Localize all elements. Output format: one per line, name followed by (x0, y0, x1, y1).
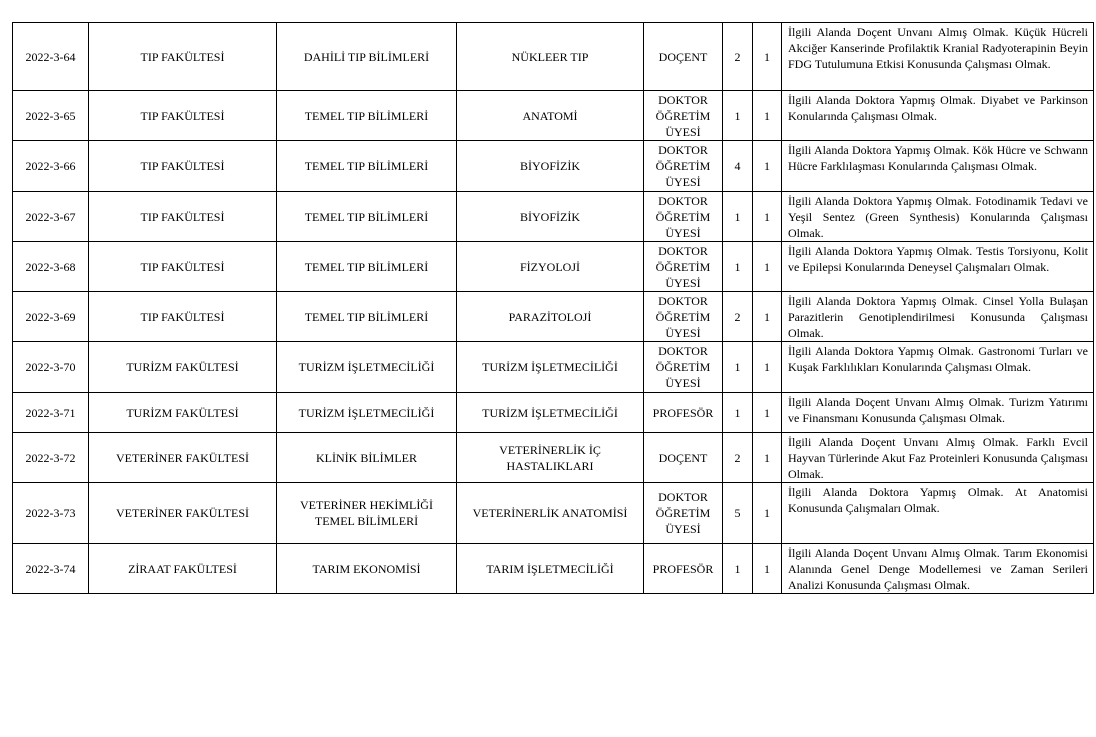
faculty-cell: VETERİNER FAKÜLTESİ (89, 483, 277, 544)
table-row (13, 242, 1094, 292)
academic-title-cell: DOKTOR ÖĞRETİM ÜYESİ (644, 483, 723, 544)
requirement-cell: İlgili Alanda Doçent Unvanı Almış Olmak. Turizm Yatırımı ve Finansmanı Konusunda Çalışması Olmak. (782, 393, 1094, 433)
division-cell: VETERİNERLİK ANATOMİSİ (457, 483, 644, 544)
position-count-cell: 2 (723, 292, 753, 342)
requirement-cell: İlgili Alanda Doçent Unvanı Almış Olmak. Farklı Evcil Hayvan Türlerinde Akut Faz Proteinleri Konusunda Çalışması Olmak. (782, 433, 1094, 483)
position-code-cell: 2022-3-64 (13, 23, 89, 91)
table-body (13, 23, 1094, 594)
position-code-cell: 2022-3-68 (13, 242, 89, 292)
grade-cell: 1 (753, 483, 782, 544)
position-count-cell: 1 (723, 544, 753, 594)
grade-cell: 1 (753, 23, 782, 91)
position-code-cell: 2022-3-69 (13, 292, 89, 342)
faculty-cell: TURİZM FAKÜLTESİ (89, 342, 277, 393)
academic-title-cell: DOKTOR ÖĞRETİM ÜYESİ (644, 141, 723, 192)
table-row (13, 192, 1094, 242)
requirement-cell: İlgili Alanda Doktora Yapmış Olmak. Cinsel Yolla Bulaşan Parazitlerin Genotiplendirilmesi Konusunda Çalışması Olmak. (782, 292, 1094, 342)
division-cell: TURİZM İŞLETMECİLİĞİ (457, 342, 644, 393)
table-row (13, 23, 1094, 91)
academic-title-cell: DOKTOR ÖĞRETİM ÜYESİ (644, 342, 723, 393)
division-cell: ANATOMİ (457, 91, 644, 141)
table-row (13, 292, 1094, 342)
division-cell: BİYOFİZİK (457, 141, 644, 192)
department-cell: TEMEL TIP BİLİMLERİ (277, 292, 457, 342)
table-row (13, 141, 1094, 192)
requirement-cell: İlgili Alanda Doktora Yapmış Olmak. Diyabet ve Parkinson Konularında Çalışması Olmak. (782, 91, 1094, 141)
division-cell: BİYOFİZİK (457, 192, 644, 242)
position-code-cell: 2022-3-71 (13, 393, 89, 433)
faculty-cell: ZİRAAT FAKÜLTESİ (89, 544, 277, 594)
department-cell: VETERİNER HEKİMLİĞİ TEMEL BİLİMLERİ (277, 483, 457, 544)
academic-title-cell: DOÇENT (644, 23, 723, 91)
department-cell: TEMEL TIP BİLİMLERİ (277, 192, 457, 242)
department-cell: TEMEL TIP BİLİMLERİ (277, 91, 457, 141)
department-cell: TEMEL TIP BİLİMLERİ (277, 141, 457, 192)
division-cell: PARAZİTOLOJİ (457, 292, 644, 342)
table-row (13, 544, 1094, 594)
position-count-cell: 2 (723, 23, 753, 91)
grade-cell: 1 (753, 393, 782, 433)
faculty-cell: TIP FAKÜLTESİ (89, 141, 277, 192)
requirement-cell: İlgili Alanda Doktora Yapmış Olmak. Testis Torsiyonu, Kolit ve Epilepsi Konularında Deneysel Çalışmaları Olmak. (782, 242, 1094, 292)
grade-cell: 1 (753, 544, 782, 594)
faculty-cell: TIP FAKÜLTESİ (89, 292, 277, 342)
requirement-cell: İlgili Alanda Doktora Yapmış Olmak. Kök Hücre ve Schwann Hücre Farklılaşması Konularında Çalışması Olmak. (782, 141, 1094, 192)
department-cell: TURİZM İŞLETMECİLİĞİ (277, 393, 457, 433)
academic-title-cell: DOÇENT (644, 433, 723, 483)
table-row (13, 393, 1094, 433)
requirement-cell: İlgili Alanda Doçent Unvanı Almış Olmak. Küçük Hücreli Akciğer Kanserinde Profilaktik Kranial Radyoterapinin Beyin FDG Tutulumuna Etkisi Konusunda Çalışması Olmak. (782, 23, 1094, 91)
table-row (13, 342, 1094, 393)
requirement-cell: İlgili Alanda Doçent Unvanı Almış Olmak. Tarım Ekonomisi Alanında Genel Denge Modellemesi ve Zaman Serileri Analizi Konusunda Çalışması Olmak. (782, 544, 1094, 594)
requirement-cell: İlgili Alanda Doktora Yapmış Olmak. Gastronomi Turları ve Kuşak Farklılıkları Konularında Çalışması Olmak. (782, 342, 1094, 393)
academic-title-cell: DOKTOR ÖĞRETİM ÜYESİ (644, 91, 723, 141)
division-cell: FİZYOLOJİ (457, 242, 644, 292)
academic-title-cell: PROFESÖR (644, 393, 723, 433)
faculty-cell: TIP FAKÜLTESİ (89, 91, 277, 141)
position-code-cell: 2022-3-73 (13, 483, 89, 544)
division-cell: VETERİNERLİK İÇ HASTALIKLARI (457, 433, 644, 483)
grade-cell: 1 (753, 192, 782, 242)
position-code-cell: 2022-3-67 (13, 192, 89, 242)
grade-cell: 1 (753, 342, 782, 393)
department-cell: TURİZM İŞLETMECİLİĞİ (277, 342, 457, 393)
position-count-cell: 4 (723, 141, 753, 192)
faculty-cell: TURİZM FAKÜLTESİ (89, 393, 277, 433)
position-count-cell: 5 (723, 483, 753, 544)
positions-table (12, 22, 1094, 594)
academic-title-cell: DOKTOR ÖĞRETİM ÜYESİ (644, 242, 723, 292)
position-code-cell: 2022-3-70 (13, 342, 89, 393)
position-code-cell: 2022-3-72 (13, 433, 89, 483)
position-count-cell: 1 (723, 393, 753, 433)
department-cell: TARIM EKONOMİSİ (277, 544, 457, 594)
grade-cell: 1 (753, 433, 782, 483)
requirement-cell: İlgili Alanda Doktora Yapmış Olmak. Fotodinamik Tedavi ve Yeşil Sentez (Green Synthesis) Konularında Çalışması Olmak. (782, 192, 1094, 242)
position-count-cell: 1 (723, 192, 753, 242)
department-cell: DAHİLİ TIP BİLİMLERİ (277, 23, 457, 91)
position-code-cell: 2022-3-74 (13, 544, 89, 594)
faculty-cell: TIP FAKÜLTESİ (89, 242, 277, 292)
academic-title-cell: PROFESÖR (644, 544, 723, 594)
table-row (13, 483, 1094, 544)
grade-cell: 1 (753, 292, 782, 342)
position-code-cell: 2022-3-65 (13, 91, 89, 141)
position-code-cell: 2022-3-66 (13, 141, 89, 192)
academic-title-cell: DOKTOR ÖĞRETİM ÜYESİ (644, 292, 723, 342)
position-count-cell: 2 (723, 433, 753, 483)
faculty-cell: TIP FAKÜLTESİ (89, 192, 277, 242)
faculty-cell: TIP FAKÜLTESİ (89, 23, 277, 91)
grade-cell: 1 (753, 242, 782, 292)
position-count-cell: 1 (723, 91, 753, 141)
division-cell: TURİZM İŞLETMECİLİĞİ (457, 393, 644, 433)
position-count-cell: 1 (723, 342, 753, 393)
division-cell: NÜKLEER TIP (457, 23, 644, 91)
faculty-cell: VETERİNER FAKÜLTESİ (89, 433, 277, 483)
department-cell: KLİNİK BİLİMLER (277, 433, 457, 483)
table-row (13, 91, 1094, 141)
grade-cell: 1 (753, 141, 782, 192)
requirement-cell: İlgili Alanda Doktora Yapmış Olmak. At Anatomisi Konusunda Çalışmaları Olmak. (782, 483, 1094, 544)
table-row (13, 433, 1094, 483)
academic-title-cell: DOKTOR ÖĞRETİM ÜYESİ (644, 192, 723, 242)
department-cell: TEMEL TIP BİLİMLERİ (277, 242, 457, 292)
grade-cell: 1 (753, 91, 782, 141)
position-count-cell: 1 (723, 242, 753, 292)
division-cell: TARIM İŞLETMECİLİĞİ (457, 544, 644, 594)
